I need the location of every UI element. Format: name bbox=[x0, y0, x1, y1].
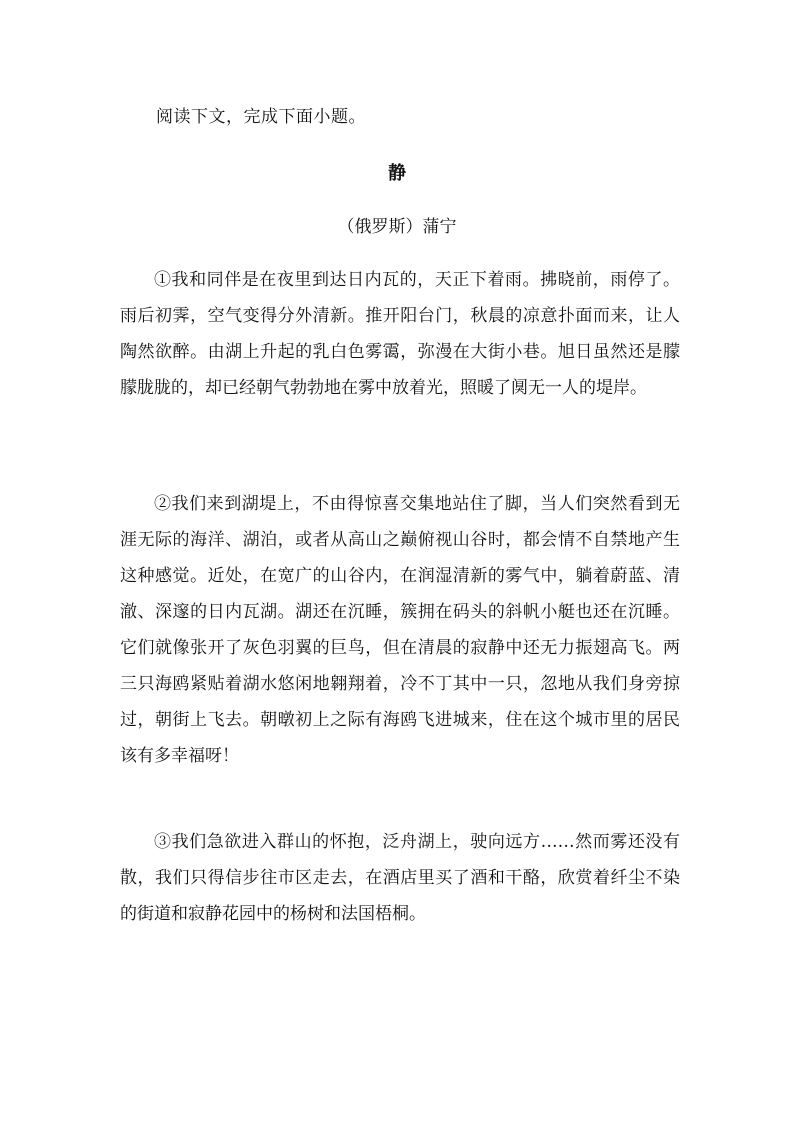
article-title: 静 bbox=[388, 163, 406, 184]
paragraph-2: ②我们来到湖堤上，不由得惊喜交集地站住了脚，当人们突然看到无涯无际的海洋、湖泊，或者从高山之巅俯视山谷时，都会情不自禁地产生这种感觉。近处，在宽广的山谷内，在润湿清新的雾气中，躺着蔚蓝、清澈、深邃的日内瓦湖。湖还在沉睡，簇拥在码头的斜帆小艇也还在沉睡。它们就像张开了灰色羽翼的巨鸟，但在清晨的寂静中还无力振翅高飞。两三只海鸥紧贴着湖水悠闲地翱翔着，冷不丁其中一只，忽地从我们身旁掠过，朝街上飞去。朝暾初上之际有海鸥飞进城来，住在这个城市里的居民该有多幸福呀！ bbox=[120, 494, 680, 766]
article-author: （俄罗斯）蒲宁 bbox=[337, 217, 457, 237]
paragraph-1: ①我和同伴是在夜里到达日内瓦的，天正下着雨。拂晓前，雨停了。雨后初霁，空气变得分外清新。推开阳台门，秋晨的凉意扑面而来，让人陶然欲醉。由湖上升起的乳白色雾霭，弥漫在大街小巷。旭日虽然还是朦朦胧胧的，却已经朝气勃勃地在雾中放着光，照暖了阒无一人的堤岸。 bbox=[120, 270, 680, 398]
paragraph-3: ③我们急欲进入群山的怀抱，泛舟湖上，驶向远方……然而雾还没有散，我们只得信步往市区走去，在酒店里买了酒和干酪，欣赏着纤尘不染的街道和寂静花园中的杨树和法国梧桐。 bbox=[120, 832, 680, 924]
instruction-text: 阅读下文，完成下面小题。 bbox=[156, 107, 366, 127]
